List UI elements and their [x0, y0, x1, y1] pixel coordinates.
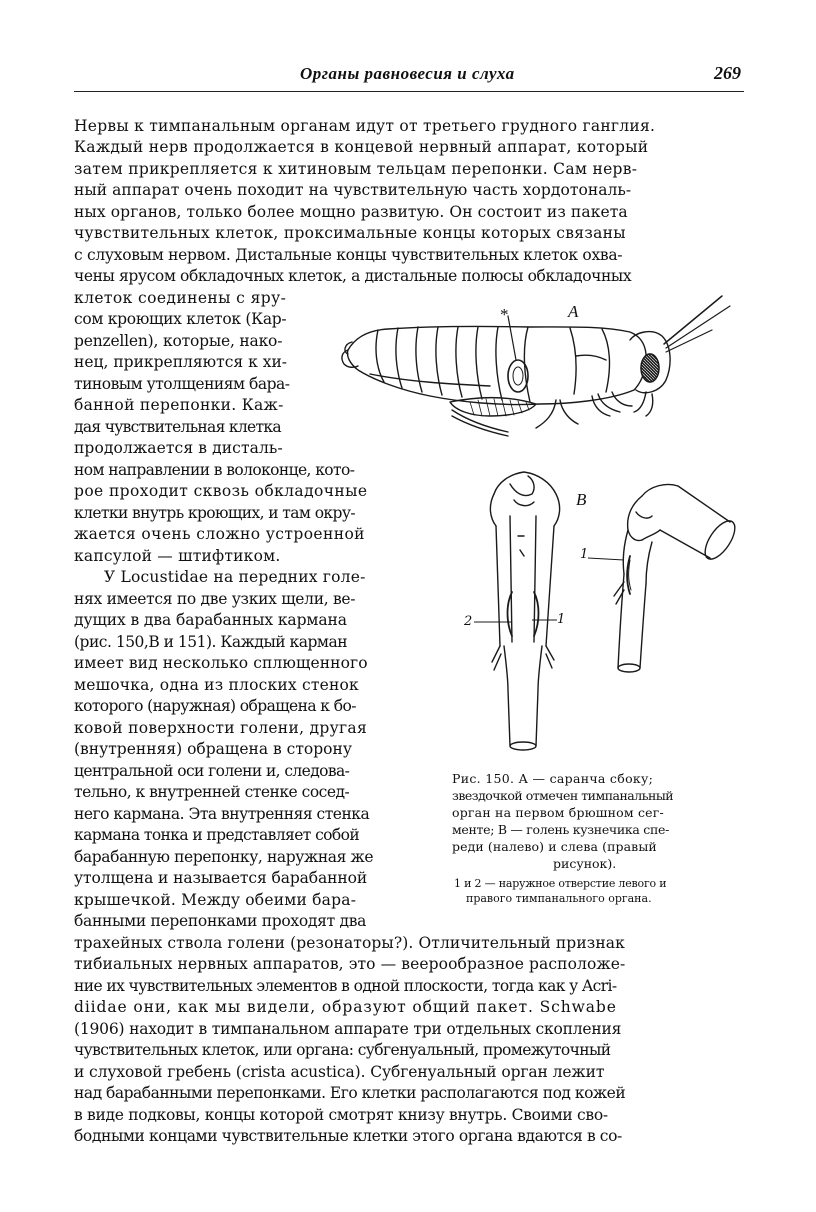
figure-b-tibia-side: [598, 478, 738, 698]
figure-label-1-side: 1: [580, 547, 589, 562]
text-line: крышечкой. Между обеими бара-: [74, 891, 357, 909]
header-rule: [74, 91, 744, 92]
text-line: чувствительных клеток, или органа: субгенуальный, промежуточный: [74, 1041, 611, 1059]
leader-line-1-side: [588, 550, 628, 570]
text-line: тибиальных нервных аппаратов, это — веерообразное расположе-: [74, 955, 626, 973]
leader-line-1-right: [532, 616, 558, 626]
text-line: затем прикрепляется к хитиновым тельцам перепонки. Сам нерв-: [74, 160, 638, 178]
text-line: мешочка, одна из плоских стенок: [74, 676, 359, 694]
figure-a-grasshopper: [340, 296, 740, 446]
text-line: барабанную перепонку, наружная же: [74, 848, 374, 866]
text-line: продолжается в дисталь-: [74, 439, 283, 457]
text-line: центральной оси голени и, следова-: [74, 762, 350, 780]
text-line: кармана тонка и представляет собой: [74, 826, 360, 844]
text-line: рое проходит сквозь обкладочные: [74, 482, 368, 500]
text-line: над барабанными перепонками. Его клетки располагаются под кожей: [74, 1084, 626, 1102]
text-line: тельно, к внутренней стенке сосед-: [74, 783, 350, 801]
text-line: тиновым утолщениям бара-: [74, 375, 290, 393]
caption-note-line: правого тимпанального органа.: [466, 892, 652, 905]
text-line: в виде подковы, концы которой смотрят книзу внутрь. Своими сво-: [74, 1106, 608, 1124]
running-header-title: Органы равновесия и слуха: [300, 64, 515, 83]
text-line: капсулой — штифтиком.: [74, 547, 281, 565]
text-line: чены ярусом обкладочных клеток, а дистальные полюсы обкладочных: [74, 267, 632, 285]
text-line: дая чувствительная клетка: [74, 418, 281, 436]
text-line: Нервы к тимпанальным органам идут от третьего грудного ганглия.: [74, 117, 656, 135]
figure-label-1-right: 1: [557, 612, 566, 627]
figure-label-a: А: [568, 302, 579, 321]
text-line: сом кроющих клеток (Кар-: [74, 310, 287, 328]
text-line: клетки внутрь кроющих, и там окру-: [74, 504, 355, 522]
text-line: банными перепонками проходят два: [74, 912, 367, 930]
figure-label-2-left: 2: [464, 614, 473, 629]
figure-label-star: *: [500, 305, 509, 324]
text-line: имеет вид несколько сплющенного: [74, 654, 368, 672]
text-line: дущих в два барабанных кармана: [74, 611, 347, 629]
caption-line: рисунок).: [553, 856, 617, 871]
page-number: 269: [714, 63, 741, 83]
caption-line: менте; В — голень кузнечика спе-: [452, 822, 670, 837]
text-line: трахейных ствола голени (резонаторы?). Отличительный признак: [74, 934, 625, 952]
text-line: нец, прикрепляются к хи-: [74, 353, 288, 371]
text-line: него кармана. Эта внутренняя стенка: [74, 805, 370, 823]
text-line: ных органов, только более мощно развитую. Он состоит из пакета: [74, 203, 628, 221]
text-line: которого (наружная) обращена к бо-: [74, 697, 356, 715]
text-line: Каждый нерв продолжается в концевой нервный аппарат, который: [74, 138, 649, 156]
text-line: diidae они, как мы видели, образуют общий пакет. Schwabe: [74, 998, 617, 1016]
text-line: нях имеется по две узких щели, ве-: [74, 590, 356, 608]
caption-line: орган на первом брюшном сег-: [452, 805, 664, 820]
text-line: penzellen), которые, нако-: [74, 332, 283, 350]
caption-line: Рис. 150. А — саранча сбоку;: [452, 771, 654, 786]
text-line: клеток соединены с яру-: [74, 289, 287, 307]
text-line: и слуховой гребень (crista acustica). Субгенуальный орган лежит: [74, 1063, 605, 1081]
text-line: ние их чувствительных элементов в одной плоскости, тогда как у Acri-: [74, 977, 617, 995]
caption-line: реди (налево) и слева (правый: [452, 839, 657, 854]
text-line: У Locustidae на передних голе-: [104, 568, 366, 586]
text-line: ный аппарат очень походит на чувствительную часть хордотональ-: [74, 181, 632, 199]
text-line: (1906) находит в тимпанальном аппарате три отдельных скопления: [74, 1020, 622, 1038]
text-line: чувствительных клеток, проксимальные концы которых связаны: [74, 224, 626, 242]
caption-note-line: 1 и 2 — наружное отверстие левого и: [454, 877, 667, 890]
text-line: ном направлении в волоконце, кото-: [74, 461, 355, 479]
text-line: (рис. 150,В и 151). Каждый карман: [74, 633, 348, 651]
text-line: утолщена и называется барабанной: [74, 869, 368, 887]
text-line: бодными концами чувствительные клетки этого органа вдаются в со-: [74, 1127, 622, 1145]
caption-line: звездочкой отмечен тимпанальный: [452, 788, 674, 803]
text-line: ковой поверхности голени, другая: [74, 719, 368, 737]
text-line: жается очень сложно устроенной: [74, 525, 365, 543]
text-line: (внутренняя) обращена в сторону: [74, 740, 352, 758]
figure-label-b: В: [576, 490, 587, 509]
leader-line-2-left: [474, 618, 514, 628]
text-line: с слуховым нервом. Дистальные концы чувствительных клеток охва-: [74, 246, 623, 264]
text-line: банной перепонки. Каж-: [74, 396, 284, 414]
